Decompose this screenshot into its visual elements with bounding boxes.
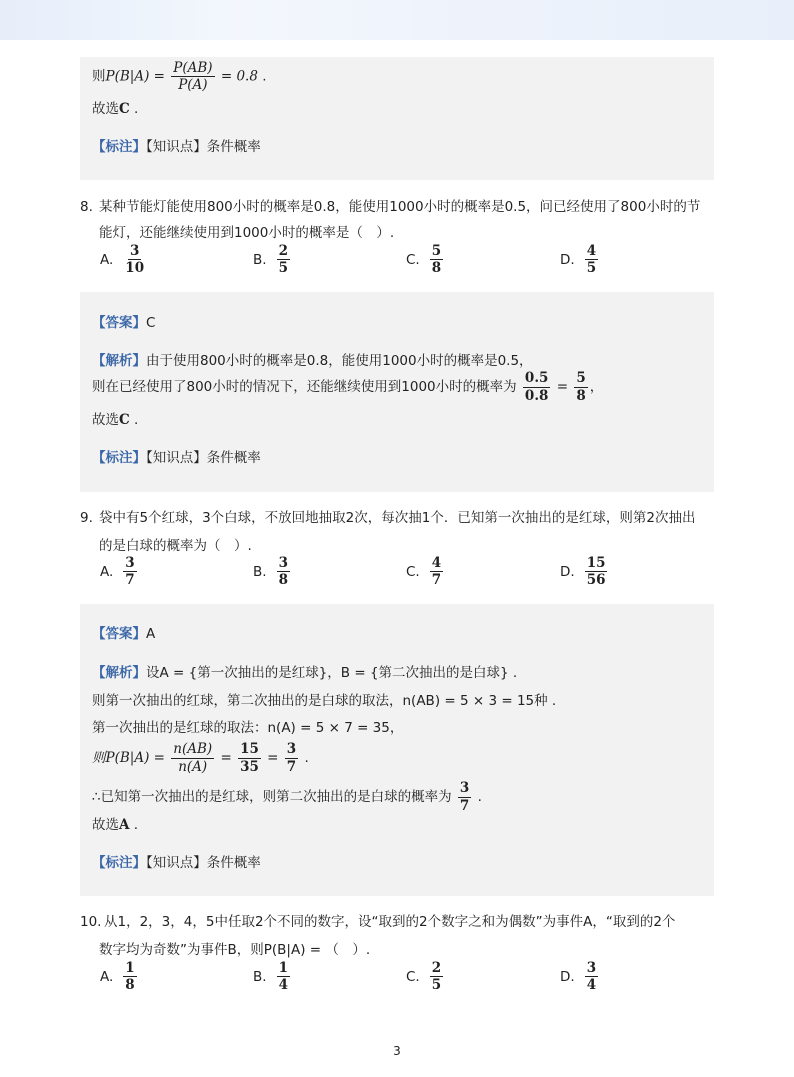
q10-option-c: C. $\frac{2}{5}$: [406, 960, 442, 994]
q8-option-a: A. $\frac{3}{10}$: [100, 243, 145, 277]
q9-analysis-line1: 【解析】设A = {第一次抽出的是红球}，B = {第二次抽出的是白球} .: [92, 665, 518, 681]
q8-answer: 【答案】C: [92, 315, 156, 331]
q8-option-b: B. $\frac{2}{5}$: [253, 243, 288, 277]
q8-stem-line2: 能灯，还能继续使用到1000小时的概率是（ ）.: [99, 225, 395, 241]
fraction: $\frac{P(AB)}{P(A)}$: [173, 60, 213, 94]
q8-solution-box: [80, 292, 714, 492]
header-band: [0, 0, 794, 40]
q8-option-c: C. $\frac{5}{8}$: [406, 243, 442, 277]
q9-analysis-line6: 故选A .: [92, 817, 139, 833]
q10-stem-line1: 从1，2，3，4，5中任取2个不同的数字，设“取到的2个数字之和为偶数”为事件A，“取到的2个: [104, 914, 676, 930]
q9-option-b: B. $\frac{3}{8}$: [253, 555, 288, 589]
q7-note: 【标注】【知识点】条件概率: [92, 139, 261, 155]
q10-option-b: B. $\frac{1}{4}$: [253, 960, 288, 994]
q9-stem-line2: 的是白球的概率为（ ）.: [99, 538, 252, 554]
q7-solution-box: [80, 57, 714, 180]
q9-option-a: A. $\frac{3}{7}$: [100, 555, 135, 589]
q9-analysis-line4: 则P(B|A) = $\frac{n(AB)}{n(A)}$ = $\frac{15}{35}$ = $\frac{3}{7}$ .: [92, 741, 309, 775]
q9-answer: 【答案】A: [92, 626, 156, 642]
q9-analysis-line3: 第一次抽出的是红球的取法：n(A) = 5 × 7 = 35，: [92, 720, 404, 736]
q8-analysis-line3: 故选C .: [92, 412, 139, 428]
q7-result-line: 则P(B|A) = $\frac{P(AB)}{P(A)}$ = 0.8 .: [92, 60, 267, 94]
q8-stem-line1: 某种节能灯能使用800小时的概率是0.8，能使用1000小时的概率是0.5，问已经使用了800小时的节: [99, 199, 701, 215]
q9-number: 9.: [80, 510, 93, 526]
q8-option-d: D. $\frac{4}{5}$: [560, 243, 597, 277]
q10-stem-line2: 数字均为奇数”为事件B，则P(B|A) = （ ）.: [99, 942, 371, 958]
q7-choice-line: 故选C .: [92, 101, 139, 117]
page-number: 3: [393, 1044, 401, 1058]
q9-option-c: C. $\frac{4}{7}$: [406, 555, 442, 589]
q9-analysis-line2: 则第一次抽出的红球，第二次抽出的是白球的取法，n(AB) = 5 × 3 = 15种 .: [92, 693, 557, 709]
q10-option-d: D. $\frac{3}{4}$: [560, 960, 597, 994]
note-tag: 【标注】: [92, 139, 146, 155]
q9-note: 【标注】【知识点】条件概率: [92, 855, 261, 871]
q9-stem-line1: 袋中有5个红球，3个白球，不放回地抽取2次，每次抽1个．已知第一次抽出的是红球，则第2次抽出: [99, 510, 696, 526]
q8-analysis-line2: 则在已经使用了800小时的情况下，还能继续使用到1000小时的概率为 $\frac{0.5}{0.8}$ = $\frac{5}{8}$ ，: [92, 370, 604, 404]
q9-solution-box: [80, 604, 714, 896]
q8-analysis-line1: 【解析】由于使用800小时的概率是0.8，能使用1000小时的概率是0.5，: [92, 353, 533, 369]
q9-analysis-line5: ∴已知第一次抽出的是红球，则第二次抽出的是白球的概率为 $\frac{3}{7}$ .: [92, 780, 482, 814]
q8-number: 8.: [80, 199, 93, 215]
q8-note: 【标注】【知识点】条件概率: [92, 450, 261, 466]
q10-number: 10.: [80, 914, 102, 930]
q9-option-d: D. $\frac{15}{56}$: [560, 555, 606, 589]
q10-option-a: A. $\frac{1}{8}$: [100, 960, 135, 994]
